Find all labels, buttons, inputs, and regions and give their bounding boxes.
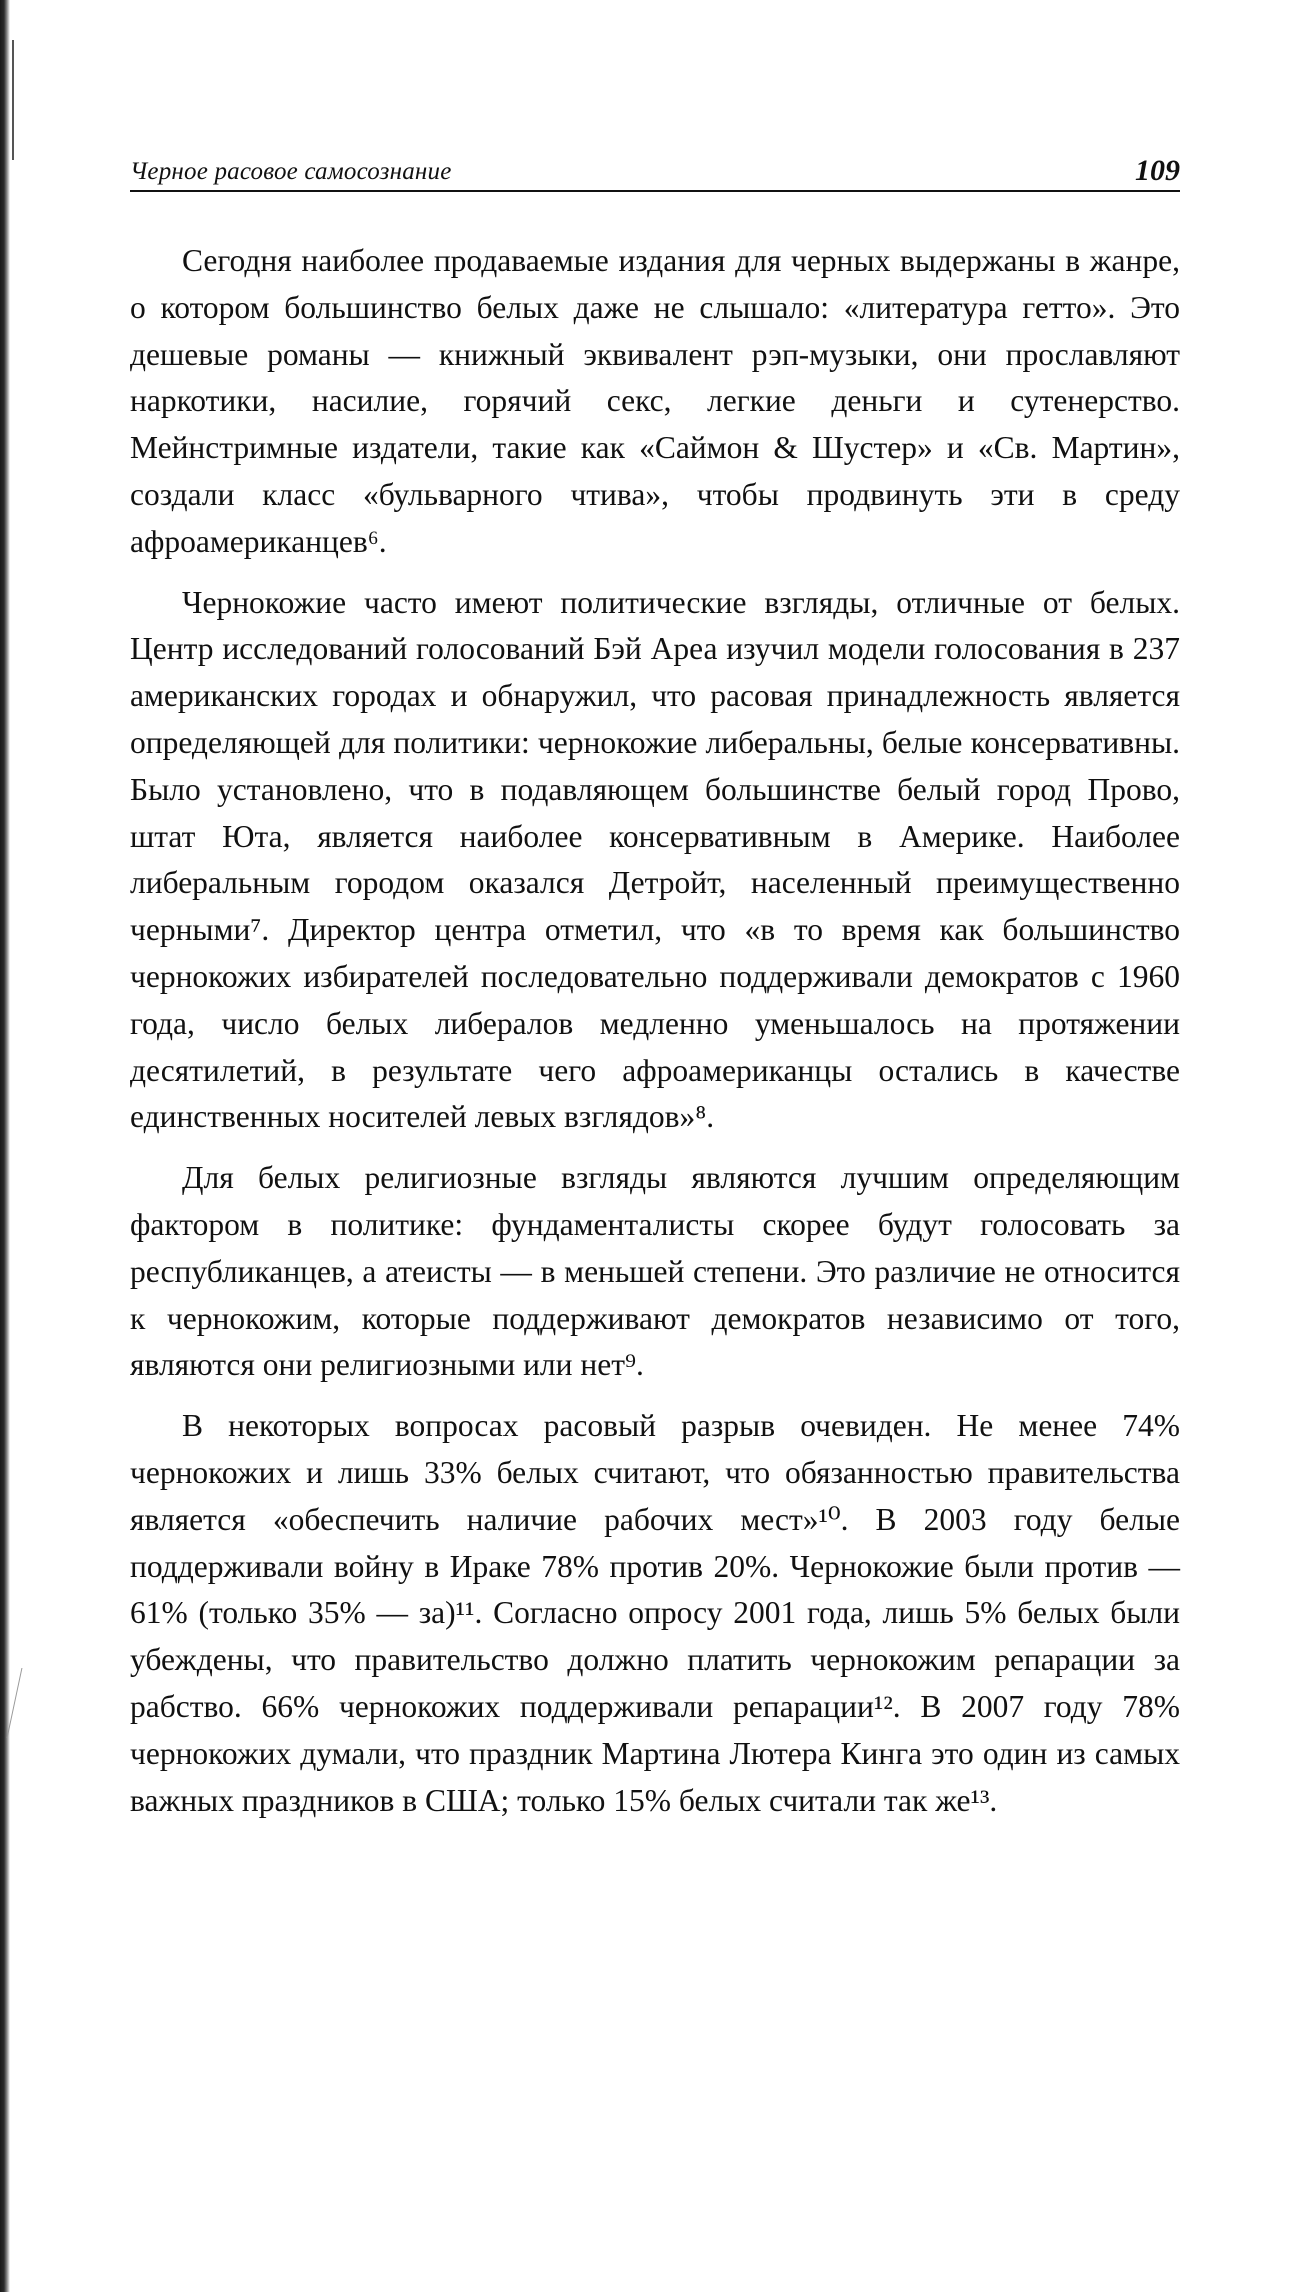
scan-speck bbox=[12, 40, 14, 160]
running-header bbox=[130, 150, 1180, 192]
page-number: 109 bbox=[1135, 154, 1180, 187]
paragraph: В некоторых вопросах расовый разрыв очевиден. Не менее 74% чернокожих и лишь 33% белых считают, что обязанностью правительства является «обеспечить наличие рабочих мест»¹⁰. В 2003 году белые поддерживали войну в Ираке 78% против 20%. Чернокожие были против — 61% (только 35% — за)¹¹. Согласно опросу 2001 года, лишь 5% белых были убеждены, что правительство должно платить чернокожим репарации за рабство. 66% чернокожих поддерживали репарации¹². В 2007 году 78% чернокожих думали, что праздник Мартина Лютера Кинга это один из самых важных праздников в США; только 15% белых считали так же¹³. bbox=[130, 1408, 1180, 1818]
paragraph: Для белых религиозные взгляды являются лучшим определяющим фактором в политике: фундаменталисты скорее будут голосовать за республиканцев, а атеисты — в меньшей степени. Это различие не относится к чернокожим, которые поддерживают демократов независимо от того, являются они религиозными или нет⁹. bbox=[130, 1160, 1180, 1383]
binding-edge-shadow bbox=[0, 0, 10, 2292]
paragraph: Сегодня наиболее продаваемые издания для черных выдержаны в жанре, о котором большинство белых даже не слышало: «литература гетто». Это дешевые романы — книжный эквивалент рэп-музыки, они прославляют наркотики, насилие, горячий секс, легкие деньги и сутенерство. Мейнстримные издатели, такие как «Саймон & Шустер» и «Св. Мартин», создали класс «бульварного чтива», чтобы продвинуть эти в среду афроамериканцев⁶. bbox=[130, 243, 1180, 559]
margin-pencil-mark bbox=[7, 1668, 31, 1738]
text-body bbox=[130, 238, 1180, 1838]
paragraph: Чернокожие часто имеют политические взгляды, отличные от белых. Центр исследований голосований Бэй Ареа изучил модели голосования в 237 американских городах и обнаружил, что расовая принадлежность является определяющей для политики: чернокожие либеральны, белые консервативны. Было установлено, что в подавляющем большинстве белый город Прово, штат Юта, является наиболее консервативным в Америке. Наиболее либеральным городом оказался Детройт, населенный преимущественно черными⁷. Директор центра отметил, что «в то время как большинство чернокожих избирателей последовательно поддерживали демократов с 1960 года, число белых либералов медленно уменьшалось на протяжении десятилетий, в результате чего афроамериканцы остались в качестве единственных носителей левых взглядов»⁸. bbox=[130, 584, 1180, 1135]
running-title: Черное расовое самосознание bbox=[130, 158, 452, 185]
